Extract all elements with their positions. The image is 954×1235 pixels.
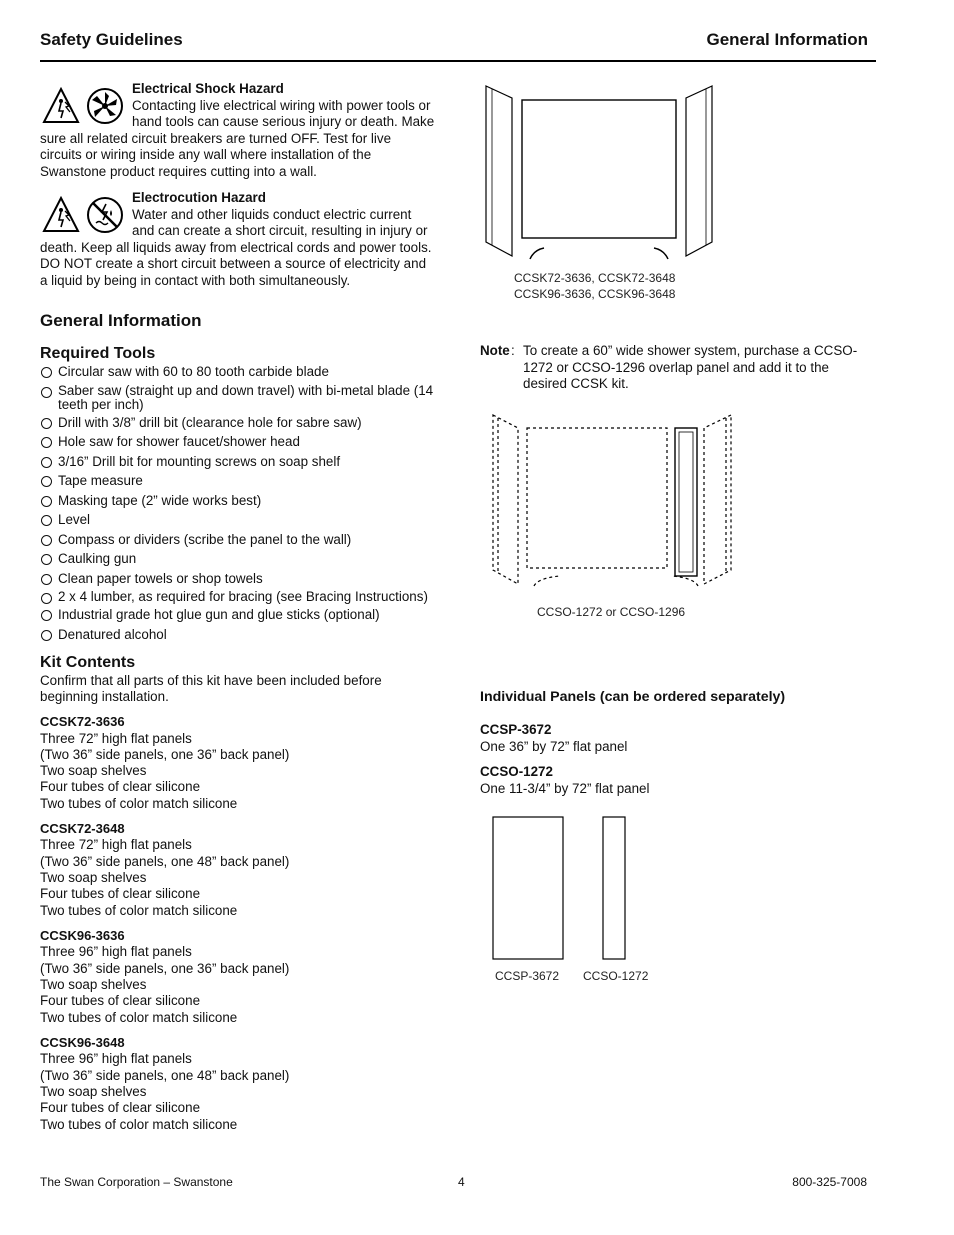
hazard-electrical-shock [40,81,435,180]
hazard-icons [42,87,124,125]
list-item [40,512,435,529]
circle-bullet-icon [41,418,52,429]
kit-line: Two soap shelves [40,977,147,993]
panel-entry [480,764,649,797]
kit-line: (Two 36” side panels, one 36” back panel) [40,746,290,762]
hazard-title: Electrocution Hazard [132,190,266,205]
kit-line: Two soap shelves [40,870,147,886]
page-header-left: Safety Guidelines [40,30,183,49]
footer-company: The Swan Corporation – Swanstone [40,1175,233,1189]
circle-bullet-icon [41,554,52,565]
tool-text: Hole saw for shower faucet/shower head [58,434,300,449]
circle-bullet-icon [41,610,52,621]
kit-line: Two tubes of color match silicone [40,902,238,918]
tool-text: 2 x 4 lumber, as required for bracing (see Bracing Instructions) [58,589,428,604]
kit-line: Four tubes of clear silicone [40,886,201,902]
kit-line: Two tubes of color match silicone [40,1116,238,1132]
circle-bullet-icon [41,535,52,546]
spinning-blade-icon [86,87,124,125]
kit-name: CCSK72-3648 [40,820,125,836]
figure-caption: CCSO-1272 or CCSO-1296 [537,605,686,619]
panel-name: CCSO-1272 [480,764,553,779]
kit-line: (Two 36” side panels, one 48” back panel) [40,853,290,869]
warning-shock-icon [42,87,80,125]
kit-line: Two tubes of color match silicone [40,1009,238,1025]
list-item [40,627,435,644]
kit-line: Three 96” high flat panels [40,1051,192,1067]
kit-name: CCSK96-3636 [40,927,125,943]
circle-bullet-icon [41,476,52,487]
circle-bullet-icon [41,387,52,398]
list-item [40,590,435,604]
list-item [40,434,435,451]
circle-bullet-icon [41,574,52,585]
figure-caption [514,271,774,302]
kit-line: (Two 36” side panels, one 36” back panel) [40,960,290,976]
list-item [40,415,435,432]
figure-caption-line: CCSK96-3636, CCSK96-3648 [514,286,676,301]
hazard-body: Water and other liquids conduct electric current and can create a short circuit, resulting in injury or death. Keep all liquids away from electrical cords and power tools. DO NOT create a short circuit between a source of electricity and a liquid by being in contact with both simultaneously. [40,206,432,288]
list-item [40,384,435,412]
kit-name: CCSK72-3636 [40,714,125,729]
required-tools-heading: Required Tools [40,345,156,362]
kit-block [40,1035,435,1133]
figure-caption-line: CCSK72-3636, CCSK72-3648 [514,271,676,285]
individual-panels-heading: Individual Panels (can be ordered separately) [480,689,786,705]
kit-contents-heading: Kit Contents [40,654,136,671]
kit-intro: Confirm that all parts of this kit have been included before beginning installation. [40,673,382,704]
panel-name: CCSP-3672 [480,722,552,737]
list-item [40,607,435,624]
kit-line: Two tubes of color match silicone [40,795,238,811]
footer-phone: 800-325-7008 [792,1175,867,1189]
list-item [40,551,435,568]
list-item [40,473,435,490]
tool-text: Compass or dividers (scribe the panel to the wall) [58,531,352,547]
tool-text: 3/16” Drill bit for mounting screws on soap shelf [58,453,341,469]
circle-bullet-icon [41,593,52,604]
kit-line: Two soap shelves [40,763,147,779]
kit-line: Two soap shelves [40,1084,147,1100]
tool-text: Masking tape (2” wide works best) [58,492,262,508]
list-item [40,571,435,588]
tool-text: Clean paper towels or shop towels [58,570,263,586]
note-colon: : [511,343,515,358]
kit-line: Three 96” high flat panels [40,944,192,960]
circle-bullet-icon [41,437,52,448]
circle-bullet-icon [41,496,52,507]
panel-desc: One 11-3/4” by 72” flat panel [480,780,650,796]
kit-block [40,714,435,812]
general-info-heading: General Information [40,311,202,330]
tool-text: Tape measure [58,473,143,488]
tool-text: Industrial grade hot glue gun and glue sticks (optional) [58,607,380,622]
circle-bullet-icon [41,367,52,378]
tool-text: Level [58,512,91,527]
kit-line: Four tubes of clear silicone [40,993,201,1009]
figure-caption-left: CCSP-3672 [495,969,560,983]
kit-block [40,821,435,919]
page-header-right: General Information [706,30,868,49]
hazard-icons [42,196,124,234]
circle-bullet-icon [41,630,52,641]
header-rule [40,60,876,62]
note-label: Note [480,343,510,358]
kit-block [40,928,435,1026]
left-column [40,81,435,1133]
hazard-title: Electrical Shock Hazard [132,81,284,96]
list-item [40,454,435,471]
note-text: To create a 60” wide shower system, purchase a CCSO-1272 or CCSO-1296 overlap panel and add it to the desired CCSK kit. [523,343,858,391]
shower-kit-diagram [484,84,720,260]
kit-name: CCSK96-3648 [40,1034,125,1050]
tool-text: Drill with 3/8” drill bit (clearance hole for sabre saw) [58,414,362,430]
tool-text: Caulking gun [58,551,137,566]
tools-list [40,364,435,643]
list-item [40,493,435,510]
kit-line: Three 72” high flat panels [40,837,192,853]
kit-line: (Two 36” side panels, one 48” back panel) [40,1067,290,1083]
kit-line: Three 72” high flat panels [40,730,192,746]
circle-bullet-icon [41,457,52,468]
panel-desc: One 36” by 72” flat panel [480,738,628,754]
page-number: 4 [458,1175,465,1189]
kit-line: Four tubes of clear silicone [40,779,201,795]
no-water-electricity-icon [86,196,124,234]
tool-text: Circular saw with 60 to 80 tooth carbide blade [58,364,329,379]
tool-text: Denatured alcohol [58,626,167,642]
hazard-body: Contacting live electrical wiring with power tools or hand tools can cause serious injury or death. Make sure all related circuit breakers are turned OFF. Test for live circuits or wiring inside any wall where installation of the Swanstone product requires cutting into a wall. [40,97,435,179]
list-item [40,364,435,381]
tool-text: Saber saw (straight up and down travel) with bi-metal blade (14 teeth per inch) [58,382,434,412]
overlap-panel-diagram [490,412,736,592]
warning-shock-icon [42,196,80,234]
circle-bullet-icon [41,515,52,526]
note-block [480,343,875,393]
list-item [40,532,435,549]
kit-line: Four tubes of clear silicone [40,1100,201,1116]
hazard-electrocution [40,190,435,289]
figure-caption-right: CCSO-1272 [583,969,649,983]
panel-entry [480,722,627,755]
individual-panels-diagram [492,816,628,962]
